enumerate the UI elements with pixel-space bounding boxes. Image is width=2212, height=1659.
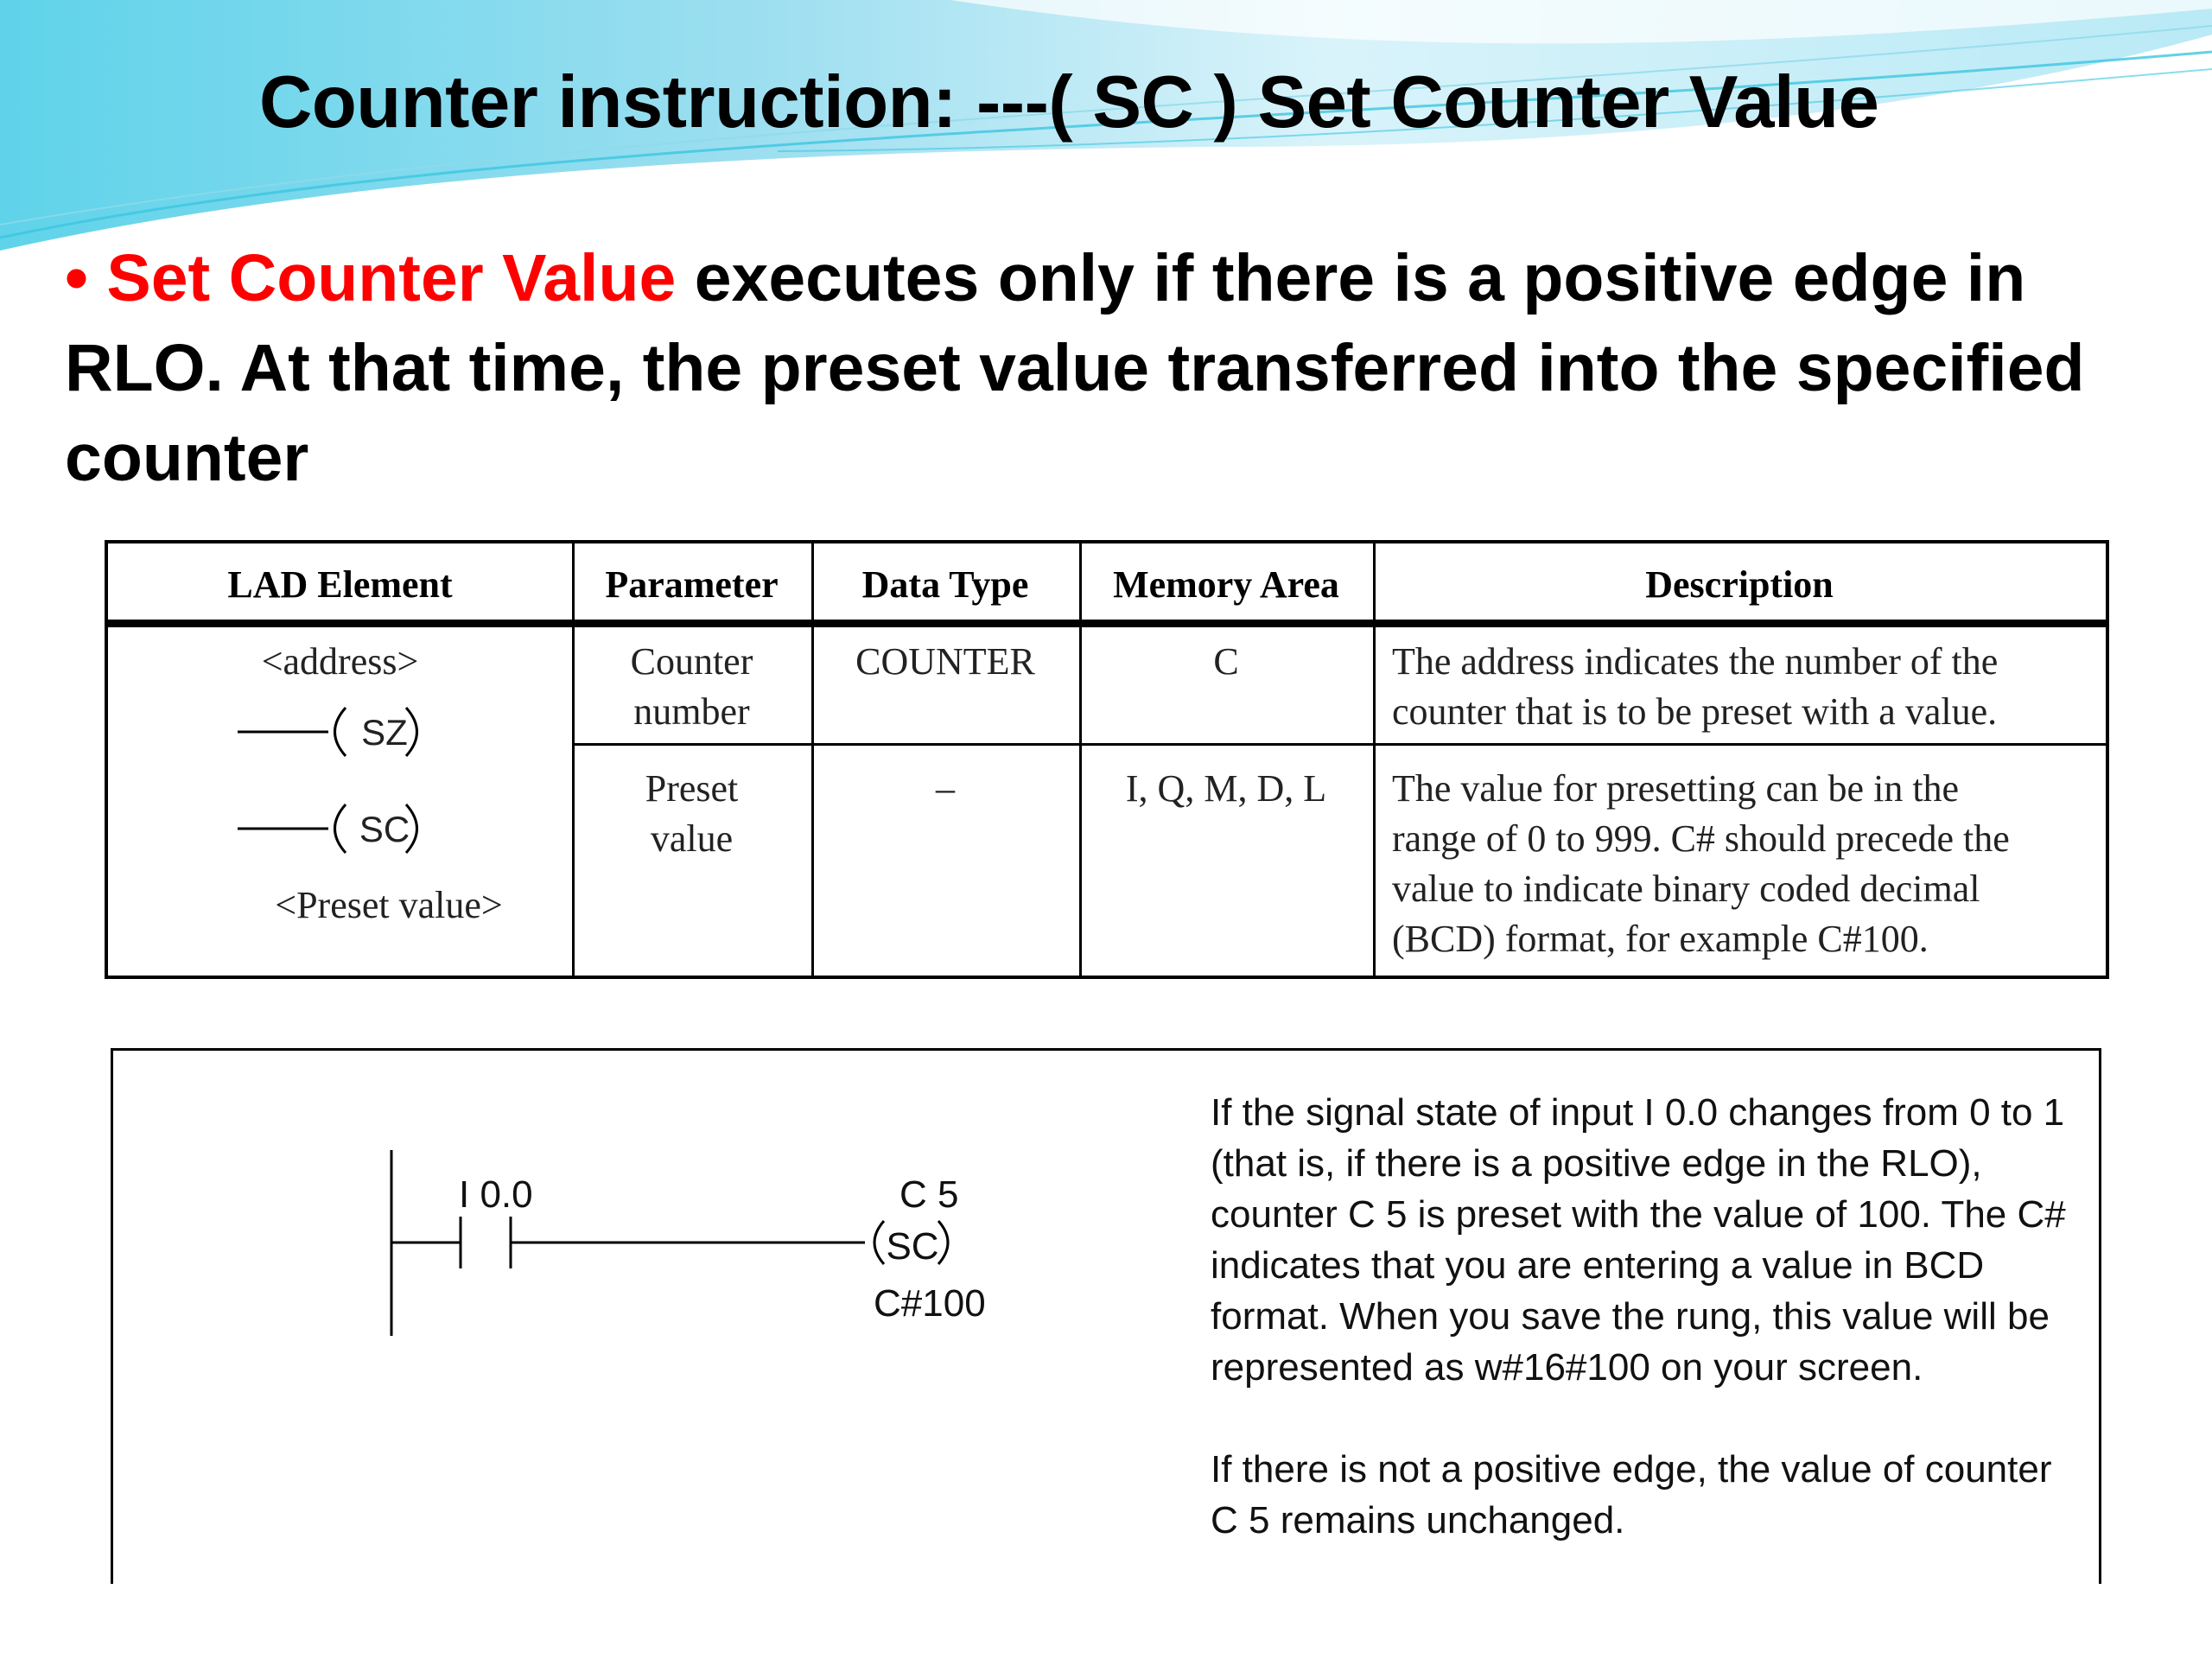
row2-parameter-line2: value: [650, 817, 734, 860]
explanation-line: If there is not a positive edge, the value of counter: [1211, 1448, 2052, 1491]
lad-coil-sz-label: SZ: [361, 712, 408, 753]
row2-description-line1: The value for presetting can be in the: [1392, 767, 1960, 810]
bullet-dot: •: [65, 241, 88, 315]
row2-parameter: [572, 764, 811, 864]
header-description: Description: [1645, 563, 1834, 606]
header-memory-area: Memory Area: [1113, 563, 1339, 606]
example-preset-label: C#100: [874, 1282, 986, 1325]
row1-parameter-line1: Counter: [630, 640, 753, 683]
row1-parameter-line2: number: [633, 690, 750, 733]
parameter-table: [105, 540, 2109, 979]
table-col-data-type: [811, 543, 1082, 976]
row2-description-line2: range of 0 to 999. C# should precede the: [1392, 817, 2010, 860]
row1-description: [1392, 637, 2101, 737]
example-counter-label: C 5: [899, 1173, 959, 1216]
row2-description: [1392, 764, 2101, 964]
table-col-memory-area: [1079, 543, 1376, 976]
example-contact-label: I 0.0: [459, 1173, 533, 1216]
example-explanation-2: [1211, 1444, 2204, 1546]
row1-description-line1: The address indicates the number of the: [1392, 640, 1999, 683]
explanation-line: counter C 5 is preset with the value of 100. The C#: [1211, 1193, 2066, 1236]
explanation-line: format. When you save the rung, this value will be: [1211, 1295, 2050, 1338]
explanation-line: represented as w#16#100 on your screen.: [1211, 1346, 1923, 1389]
bullet-text: executes only if there is a positive edge in RLO. At that time, the preset value transferred into the specified counter: [65, 241, 2085, 495]
row2-memory-area: I, Q, M, D, L: [1125, 767, 1327, 810]
row1-data-type: COUNTER: [855, 640, 1035, 683]
row1-memory-area: C: [1213, 640, 1239, 683]
row1-parameter: [572, 637, 811, 737]
header-lad-element: LAD Element: [227, 563, 453, 606]
example-explanation-1: [1211, 1087, 2204, 1393]
row-divider: [572, 743, 2106, 746]
row2-parameter-line1: Preset: [645, 767, 739, 810]
explanation-line: If the signal state of input I 0.0 changes from 0 to 1: [1211, 1091, 2065, 1134]
example-coil-label: SC: [886, 1225, 939, 1268]
row1-description-line2: counter that is to be preset with a value.: [1392, 690, 1998, 733]
lad-address-label: <address>: [261, 640, 419, 683]
bullet-paragraph: [65, 233, 2173, 503]
example-box: [111, 1048, 2101, 1584]
table-col-parameter: [572, 543, 814, 976]
explanation-line: indicates that you are entering a value in BCD: [1211, 1244, 1985, 1287]
row2-data-type: –: [936, 767, 955, 810]
explanation-line: (that is, if there is a positive edge in the RLO),: [1211, 1142, 1982, 1185]
explanation-line: C 5 remains unchanged.: [1211, 1499, 1625, 1541]
row2-description-line4: (BCD) format, for example C#100.: [1392, 918, 1929, 960]
lad-preset-label: <Preset value>: [275, 884, 503, 926]
row2-description-line3: value to indicate binary coded decimal: [1392, 868, 1980, 910]
bullet-highlight: Set Counter Value: [106, 241, 677, 315]
header-parameter: Parameter: [605, 563, 779, 606]
header-data-type: Data Type: [861, 563, 1029, 606]
lad-coil-sc-label: SC: [359, 809, 410, 849]
slide-title: Counter instruction: ---( SC ) Set Counter Value: [259, 61, 1879, 143]
